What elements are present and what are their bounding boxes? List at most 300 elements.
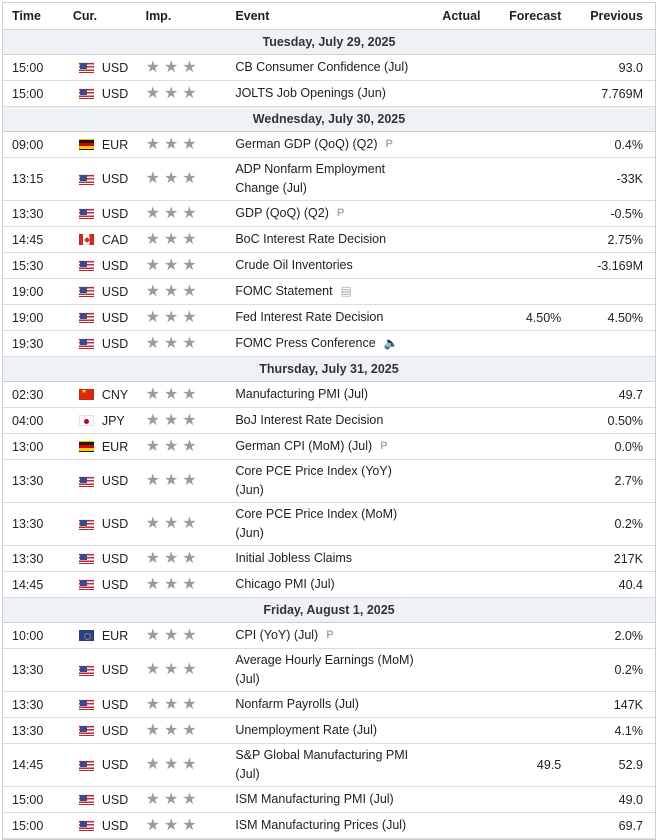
star-icon: ★ [163, 472, 179, 489]
star-icon: ★ [182, 437, 197, 455]
day-header: Friday, August 1, 2025 [3, 598, 655, 623]
header-time[interactable]: Time [12, 9, 41, 23]
table-row[interactable] [3, 279, 655, 305]
star-icon: ★ [145, 230, 160, 248]
star-icon: ★ [163, 661, 179, 678]
currency-code: USD [101, 206, 129, 221]
importance-stars [143, 439, 232, 455]
star-icon: ★ [163, 626, 179, 644]
previous-value: 2.0% [614, 628, 643, 643]
star-icon: ★ [182, 58, 197, 76]
currency-code: EUR [101, 137, 129, 152]
star-icon: ★ [182, 575, 197, 593]
forecast-value: 4.50% [525, 310, 562, 325]
event-name[interactable]: CPI (YoY) (Jul) [235, 628, 319, 642]
star-icon: ★ [163, 790, 179, 808]
us-flag-icon [79, 174, 94, 185]
event-name[interactable]: JOLTS Job Openings (Jun) [235, 86, 386, 100]
star-icon: ★ [163, 816, 179, 834]
table-row[interactable] [3, 382, 655, 408]
previous-value: 147K [613, 697, 643, 712]
preliminary-icon[interactable]: P [336, 207, 345, 219]
table-row[interactable] [3, 813, 655, 839]
currency-code: USD [101, 792, 129, 807]
previous-value: 217K [613, 551, 643, 566]
event-name[interactable]: BoC Interest Rate Decision [235, 232, 387, 246]
us-flag-icon [79, 286, 94, 297]
star-icon: ★ [182, 816, 197, 834]
importance-stars [143, 723, 232, 739]
currency-code: USD [101, 310, 129, 325]
star-icon: ★ [163, 58, 179, 76]
us-flag-icon [79, 338, 94, 349]
currency-code: USD [101, 697, 129, 712]
event-name-cell[interactable] [231, 135, 420, 154]
previous-value: 4.50% [607, 310, 643, 325]
star-icon: ★ [145, 661, 160, 678]
event-name-cell[interactable] [231, 411, 420, 430]
event-name[interactable]: Unemployment Rate (Jul) [235, 723, 378, 737]
currency-code: USD [101, 723, 129, 738]
currency-code: USD [101, 758, 129, 772]
event-name[interactable]: FOMC Statement [235, 284, 333, 298]
star-icon: ★ [182, 549, 197, 567]
event-name-cell[interactable] [231, 437, 420, 456]
table-row[interactable] [3, 253, 655, 279]
star-icon: ★ [145, 256, 160, 274]
day-header: Wednesday, July 30, 2025 [3, 107, 655, 132]
star-icon: ★ [182, 135, 197, 153]
us-flag-icon [79, 820, 94, 831]
event-time: 14:45 [12, 232, 44, 247]
header-event[interactable]: Event [235, 8, 270, 23]
event-name-cell[interactable] [231, 308, 420, 327]
table-row[interactable] [3, 305, 655, 331]
star-icon: ★ [145, 515, 160, 532]
importance-stars [143, 60, 232, 76]
table-row[interactable] [3, 692, 655, 718]
importance-stars [143, 284, 232, 300]
event-name-cell[interactable] [231, 84, 420, 103]
star-icon: ★ [163, 282, 179, 300]
star-icon: ★ [163, 695, 179, 713]
star-icon: ★ [163, 721, 179, 739]
previous-value: 0.0% [614, 439, 643, 454]
importance-stars [143, 413, 232, 429]
star-icon: ★ [145, 334, 160, 352]
star-icon: ★ [163, 549, 179, 567]
event-name[interactable]: Core PCE Price Index (MoM) (Jun) [235, 507, 398, 540]
star-icon: ★ [182, 695, 197, 713]
star-icon: ★ [182, 385, 197, 403]
us-flag-icon [79, 208, 94, 219]
event-name[interactable]: Initial Jobless Claims [235, 551, 353, 565]
importance-stars [143, 628, 232, 644]
star-icon: ★ [145, 411, 160, 429]
header-currency[interactable]: Cur. [72, 9, 98, 23]
germany-flag-icon [79, 139, 94, 150]
importance-stars [143, 818, 232, 834]
currency-code: USD [101, 172, 129, 186]
event-currency [65, 388, 143, 402]
header-previous[interactable]: Previous [590, 9, 643, 23]
currency-code: USD [101, 577, 129, 592]
table-row[interactable] [3, 158, 655, 201]
star-icon: ★ [145, 385, 160, 403]
event-time: 13:30 [12, 663, 44, 677]
event-currency [65, 552, 143, 566]
currency-code: USD [101, 551, 129, 566]
previous-value: -3.169M [597, 258, 643, 273]
star-icon: ★ [145, 549, 160, 567]
event-time: 02:30 [12, 387, 44, 402]
table-row[interactable] [3, 81, 655, 107]
event-name-cell[interactable] [231, 575, 420, 594]
event-name[interactable]: German CPI (MoM) (Jul) [235, 439, 373, 453]
event-name[interactable]: CB Consumer Confidence (Jul) [235, 60, 409, 74]
previous-value: 7.769M [601, 86, 643, 101]
event-name[interactable]: FOMC Press Conference [235, 336, 376, 350]
importance-stars [143, 577, 232, 593]
importance-stars [143, 792, 232, 808]
event-name-cell[interactable] [231, 334, 420, 353]
currency-code: USD [101, 86, 129, 101]
star-icon: ★ [145, 437, 160, 455]
event-currency [65, 663, 143, 677]
importance-stars [143, 258, 232, 274]
forecast-value: 49.5 [536, 758, 562, 772]
event-name[interactable]: Fed Interest Rate Decision [235, 310, 384, 324]
event-currency [65, 259, 143, 273]
currency-code: CNY [101, 387, 129, 402]
currency-code: USD [101, 60, 129, 75]
star-icon: ★ [163, 437, 179, 455]
event-time: 15:00 [12, 818, 44, 833]
star-icon: ★ [163, 385, 179, 403]
star-icon: ★ [163, 756, 179, 773]
importance-stars [143, 171, 232, 187]
star-icon: ★ [163, 334, 179, 352]
star-icon: ★ [145, 170, 160, 187]
previous-value: 4.1% [614, 723, 643, 738]
us-flag-icon [79, 62, 94, 73]
event-name-cell[interactable] [231, 58, 420, 77]
event-name[interactable]: Manufacturing PMI (Jul) [235, 387, 369, 401]
importance-stars [143, 137, 232, 153]
table-row[interactable] [3, 744, 655, 787]
event-time: 13:30 [12, 517, 44, 531]
event-currency [65, 758, 143, 772]
previous-value: 69.7 [618, 818, 643, 833]
star-icon: ★ [163, 84, 179, 102]
event-name-cell[interactable] [231, 816, 420, 835]
germany-flag-icon [79, 441, 94, 452]
event-name[interactable]: ISM Manufacturing Prices (Jul) [235, 818, 407, 832]
us-flag-icon [79, 519, 94, 530]
speech-icon[interactable]: 🔈 [383, 336, 399, 350]
star-icon: ★ [145, 84, 160, 102]
star-icon: ★ [145, 790, 160, 808]
event-time: 15:00 [12, 792, 44, 807]
event-currency [65, 517, 143, 531]
event-currency [65, 172, 143, 186]
event-name[interactable]: Nonfarm Payrolls (Jul) [235, 697, 359, 711]
star-icon: ★ [182, 204, 197, 222]
star-icon: ★ [145, 721, 160, 739]
event-time: 19:30 [12, 336, 44, 351]
event-currency [65, 578, 143, 592]
event-name[interactable]: S&P Global Manufacturing PMI (Jul) [235, 748, 409, 781]
importance-stars [143, 336, 232, 352]
table-body [3, 30, 655, 839]
us-flag-icon [79, 260, 94, 271]
event-name[interactable]: Core PCE Price Index (YoY) (Jun) [235, 464, 392, 497]
currency-code: EUR [101, 628, 129, 643]
event-name-cell[interactable] [231, 549, 420, 568]
star-icon: ★ [163, 230, 179, 248]
star-icon: ★ [145, 135, 160, 153]
importance-stars [143, 757, 232, 773]
table-row[interactable] [3, 434, 655, 460]
header-forecast[interactable]: Forecast [509, 9, 562, 23]
japan-flag-icon [79, 415, 94, 426]
currency-code: USD [101, 517, 129, 531]
day-header: Thursday, July 31, 2025 [3, 357, 655, 382]
star-icon: ★ [182, 515, 197, 532]
previous-value: 49.7 [618, 387, 643, 402]
header-actual[interactable]: Actual [442, 9, 481, 23]
star-icon: ★ [163, 170, 179, 187]
us-flag-icon [79, 699, 94, 710]
event-currency [65, 337, 143, 351]
previous-value: 40.4 [618, 577, 643, 592]
importance-stars [143, 473, 232, 489]
star-icon: ★ [182, 170, 197, 187]
event-name[interactable]: ISM Manufacturing PMI (Jul) [235, 792, 394, 806]
document-icon[interactable]: ▤ [340, 284, 352, 298]
star-icon: ★ [182, 626, 197, 644]
importance-stars [143, 387, 232, 403]
event-time: 14:45 [12, 577, 44, 592]
event-time: 04:00 [12, 413, 44, 428]
star-icon: ★ [182, 661, 197, 678]
star-icon: ★ [182, 472, 197, 489]
importance-stars [143, 697, 232, 713]
event-currency [65, 61, 143, 75]
currency-code: CAD [101, 232, 129, 247]
importance-stars [143, 232, 232, 248]
event-time: 19:00 [12, 310, 44, 325]
table-row[interactable] [3, 227, 655, 253]
event-time: 19:00 [12, 284, 44, 299]
table-header [3, 3, 655, 30]
previous-value: -0.5% [610, 206, 643, 221]
preliminary-icon[interactable]: P [326, 629, 334, 641]
importance-stars [143, 206, 232, 222]
event-currency [65, 414, 143, 428]
event-time: 13:30 [12, 551, 44, 566]
table-row[interactable] [3, 460, 655, 503]
event-name-cell[interactable] [231, 462, 420, 500]
event-name[interactable]: Crude Oil Inventories [235, 258, 353, 272]
table-row[interactable] [3, 132, 655, 158]
event-currency [65, 724, 143, 738]
us-flag-icon [79, 760, 94, 771]
event-currency [65, 474, 143, 488]
table-row[interactable] [3, 408, 655, 434]
event-name[interactable]: German GDP (QoQ) (Q2) [235, 137, 378, 151]
us-flag-icon [79, 794, 94, 805]
importance-stars [143, 516, 232, 532]
star-icon: ★ [182, 334, 197, 352]
currency-code: JPY [101, 413, 125, 428]
event-name-cell[interactable] [231, 721, 420, 740]
star-icon: ★ [163, 204, 179, 222]
event-name-cell[interactable] [231, 695, 420, 714]
event-name[interactable]: Chicago PMI (Jul) [235, 577, 335, 591]
previous-value: 49.0 [618, 792, 643, 807]
event-time: 13:30 [12, 723, 44, 738]
currency-code: EUR [101, 439, 129, 454]
previous-value: 0.50% [607, 413, 643, 428]
table-row[interactable] [3, 787, 655, 813]
event-time: 13:30 [12, 474, 44, 488]
star-icon: ★ [182, 756, 197, 773]
table-row[interactable] [3, 331, 655, 357]
event-currency [65, 629, 143, 643]
star-icon: ★ [182, 230, 197, 248]
event-time: 15:00 [12, 86, 44, 101]
previous-value: 2.7% [614, 474, 643, 488]
us-flag-icon [79, 665, 94, 676]
star-icon: ★ [182, 282, 197, 300]
event-name-cell[interactable] [231, 282, 420, 301]
previous-value: 0.4% [614, 137, 643, 152]
event-name-cell[interactable] [231, 746, 420, 784]
event-currency [65, 207, 143, 221]
currency-code: USD [101, 258, 129, 273]
star-icon: ★ [163, 135, 179, 153]
event-currency [65, 311, 143, 325]
us-flag-icon [79, 579, 94, 590]
importance-stars [143, 551, 232, 567]
table-row[interactable] [3, 649, 655, 692]
event-currency [65, 285, 143, 299]
star-icon: ★ [163, 575, 179, 593]
event-name-cell[interactable] [231, 256, 420, 275]
currency-code: USD [101, 474, 129, 488]
event-name-cell[interactable] [231, 790, 420, 809]
us-flag-icon [79, 312, 94, 323]
star-icon: ★ [163, 308, 179, 326]
previous-value: 0.2% [614, 517, 643, 531]
event-time: 15:30 [12, 258, 44, 273]
star-icon: ★ [145, 695, 160, 713]
star-icon: ★ [163, 256, 179, 274]
event-currency [65, 233, 143, 247]
us-flag-icon [79, 88, 94, 99]
event-time: 09:00 [12, 137, 44, 152]
us-flag-icon [79, 725, 94, 736]
event-time: 13:15 [12, 172, 44, 186]
table-row[interactable] [3, 546, 655, 572]
star-icon: ★ [145, 58, 160, 76]
star-icon: ★ [163, 411, 179, 429]
star-icon: ★ [182, 721, 197, 739]
us-flag-icon [79, 553, 94, 564]
star-icon: ★ [163, 515, 179, 532]
star-icon: ★ [182, 84, 197, 102]
eu-flag-icon [79, 630, 94, 641]
previous-value: 2.75% [607, 232, 643, 247]
importance-stars [143, 86, 232, 102]
star-icon: ★ [145, 575, 160, 593]
event-time: 13:00 [12, 439, 44, 454]
event-time: 10:00 [12, 628, 44, 643]
header-importance[interactable]: Imp. [145, 9, 172, 23]
table-row[interactable] [3, 718, 655, 744]
event-time: 13:30 [12, 206, 44, 221]
previous-value: 0.2% [614, 663, 643, 677]
event-name-cell[interactable] [231, 204, 420, 223]
table-row[interactable] [3, 572, 655, 598]
previous-value: 52.9 [618, 758, 643, 772]
event-name-cell[interactable] [231, 160, 420, 198]
china-flag-icon [79, 389, 94, 400]
star-icon: ★ [145, 756, 160, 773]
preliminary-icon[interactable]: P [380, 440, 388, 452]
star-icon: ★ [182, 790, 197, 808]
currency-code: USD [101, 284, 129, 299]
previous-value: -33K [616, 172, 643, 186]
event-name[interactable]: Average Hourly Earnings (MoM) (Jul) [235, 653, 414, 686]
star-icon: ★ [145, 472, 160, 489]
star-icon: ★ [182, 256, 197, 274]
table-row[interactable] [3, 503, 655, 546]
day-header: Tuesday, July 29, 2025 [3, 30, 655, 55]
event-name-cell[interactable] [231, 230, 420, 249]
event-name[interactable]: BoJ Interest Rate Decision [235, 413, 384, 427]
event-name-cell[interactable] [231, 505, 420, 543]
event-currency [65, 87, 143, 101]
star-icon: ★ [145, 816, 160, 834]
currency-code: USD [101, 663, 129, 677]
table-row[interactable] [3, 201, 655, 227]
table-row[interactable] [3, 623, 655, 649]
event-time: 13:30 [12, 697, 44, 712]
event-name-cell[interactable] [231, 651, 420, 689]
event-name[interactable]: ADP Nonfarm Employment Change (Jul) [235, 162, 386, 195]
currency-code: USD [101, 818, 129, 833]
event-currency [65, 819, 143, 833]
event-currency [65, 440, 143, 454]
economic-calendar-table [2, 2, 656, 840]
event-currency [65, 793, 143, 807]
preliminary-icon[interactable]: P [385, 138, 393, 150]
canada-flag-icon [79, 234, 94, 245]
event-name-cell[interactable] [231, 385, 420, 404]
star-icon: ★ [182, 308, 197, 326]
event-time: 15:00 [12, 60, 44, 75]
star-icon: ★ [145, 308, 160, 326]
event-name-cell[interactable] [231, 626, 420, 645]
us-flag-icon [79, 476, 94, 487]
event-currency [65, 698, 143, 712]
table-row[interactable] [3, 55, 655, 81]
previous-value: 93.0 [618, 60, 643, 75]
star-icon: ★ [182, 411, 197, 429]
event-name[interactable]: GDP (QoQ) (Q2) [235, 206, 329, 220]
